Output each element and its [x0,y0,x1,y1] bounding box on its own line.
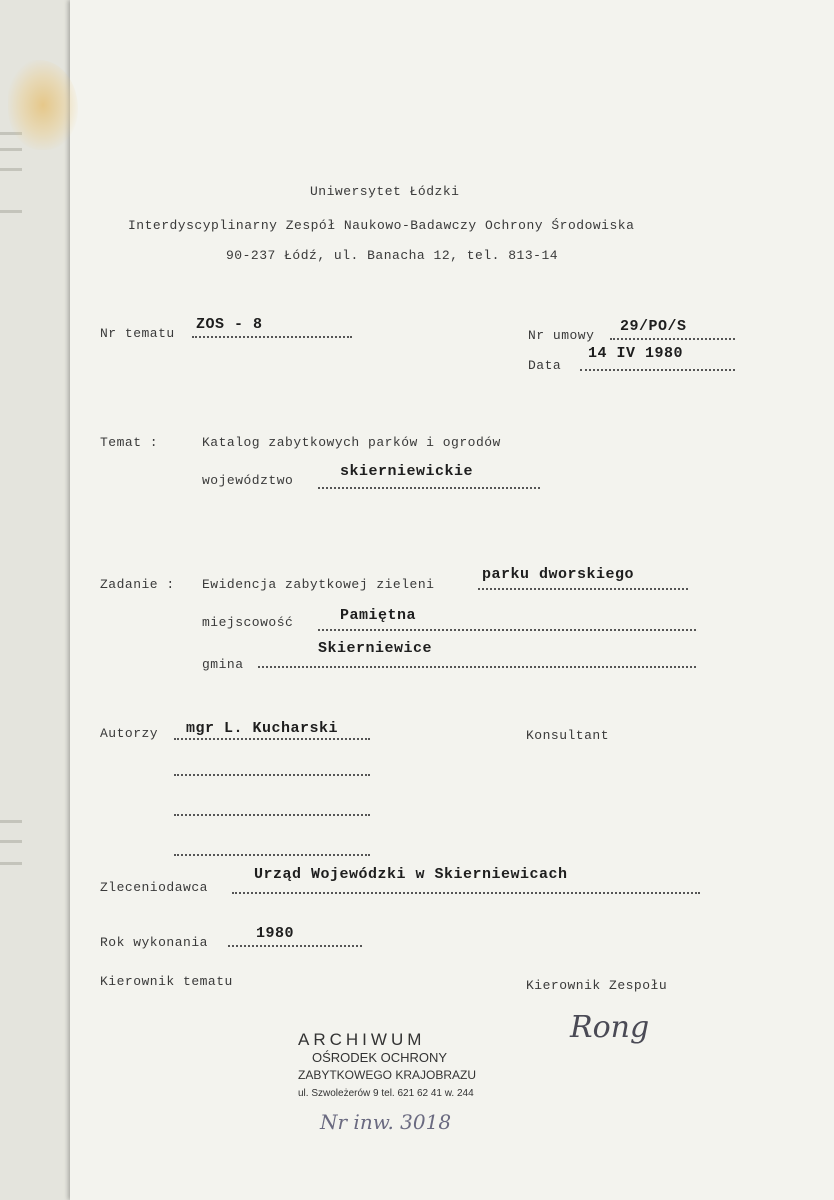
topic-manager-label: Kierownik tematu [100,974,233,989]
locality-dots [318,629,696,631]
author-line-3 [174,814,370,816]
author-line-4 [174,854,370,856]
subject-label: Temat : [100,435,159,450]
underlying-text-mark [0,820,22,823]
underlying-text-mark [0,210,22,213]
stamp-line-1: ARCHIWUM [298,1030,426,1049]
university-name: Uniwersytet Łódzki [310,184,460,199]
stamp-line-4: ul. Szwoleżerów 9 tel. 621 62 41 w. 244 [298,1088,474,1099]
team-manager-signature: Rong [570,1010,650,1045]
date-label: Data [528,358,562,373]
team-name: Interdyscyplinarny Zespół Naukowo-Badawczy Ochrony Środowiska [128,218,635,233]
task-label: Zadanie : [100,577,175,592]
team-address: 90-237 Łódź, ul. Banacha 12, tel. 813-14 [226,248,559,263]
topic-number-label: Nr tematu [100,326,175,341]
year-label: Rok wykonania [100,935,208,950]
task-text: Ewidencja zabytkowej zieleni [202,577,435,592]
team-manager-label: Kierownik Zespołu [526,978,668,993]
topic-number-value: ZOS - 8 [196,316,263,333]
locality-label: miejscowość [202,615,294,630]
author-line-2 [174,774,370,776]
client-value: Urząd Wojewódzki w Skierniewicach [254,866,568,883]
commune-dots [258,666,696,668]
commune-value: Skierniewice [318,640,433,657]
client-label: Zleceniodawca [100,880,208,895]
voivodeship-value: skierniewickie [340,463,474,480]
locality-value: Pamiętna [340,607,417,624]
underlying-text-mark [0,168,22,171]
year-dots [228,945,362,947]
client-dots [232,892,700,894]
authors-label: Autorzy [100,726,159,741]
task-dots [478,588,688,590]
date-value: 14 IV 1980 [588,345,684,362]
authors-dots [174,738,370,740]
contract-number-label: Nr umowy [528,328,595,343]
voivodeship-dots [318,487,540,489]
authors-value: mgr L. Kucharski [186,720,339,737]
document-page [70,0,834,1200]
topic-number-dots [192,336,352,338]
underlying-text-mark [0,148,22,151]
year-value: 1980 [256,925,295,942]
underlying-text-mark [0,862,22,865]
voivodeship-label: województwo [202,473,294,488]
date-dots [580,369,735,371]
commune-label: gmina [202,657,244,672]
underlying-page-edge [0,0,72,1200]
stamp-line-3: ZABYTKOWEGO KRAJOBRAZU [298,1068,477,1082]
subject-text: Katalog zabytkowych parków i ogrodów [202,435,501,450]
consultant-label: Konsultant [526,728,610,743]
contract-number-dots [610,338,735,340]
task-value: parku dworskiego [482,566,635,583]
underlying-text-mark [0,840,22,843]
stamp-line-2: OŚRODEK OCHRONY [312,1050,448,1065]
inventory-note: Nr inw. 3018 [320,1110,452,1134]
contract-number-value: 29/PO/S [620,318,687,335]
